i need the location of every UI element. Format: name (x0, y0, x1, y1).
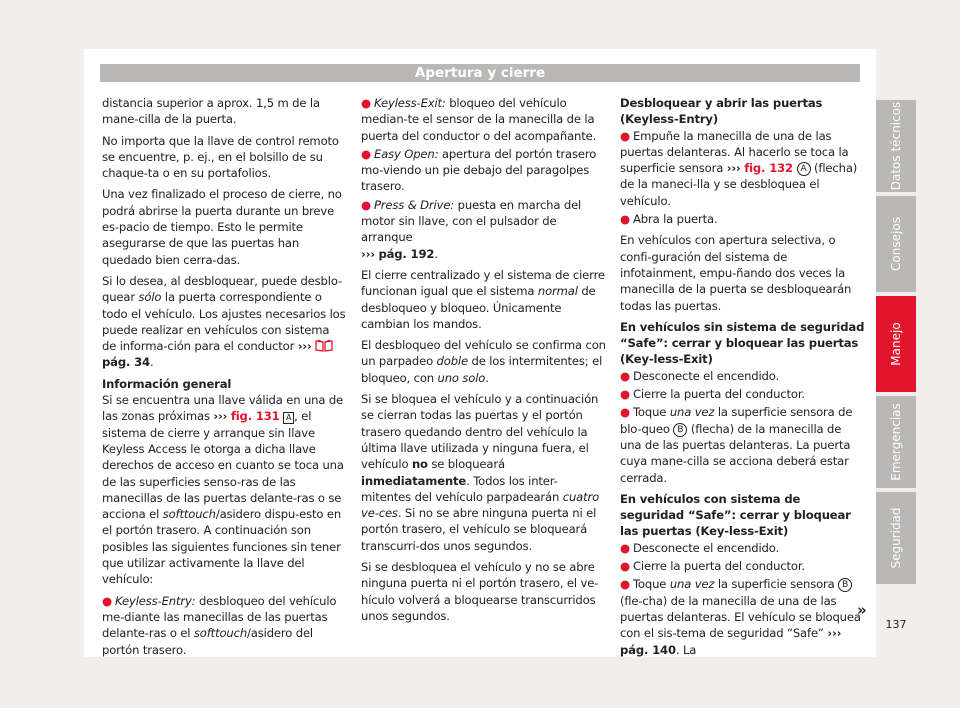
text-column-2 (361, 95, 606, 629)
page-link[interactable]: pág. 140 (620, 642, 676, 657)
list-item: ● Empuñe la manecilla de una de las puertas delanteras. Al hacerlo se toca la superficie sensora ››› fig. 132 A (flecha) de la maneci-lla y se desbloquea el vehículo. (620, 128, 858, 208)
cross-ref-arrow-icon: ››› (827, 626, 842, 641)
tab-manejo[interactable]: Manejo (876, 296, 916, 392)
bullet-icon: ● (620, 368, 630, 383)
list-item: ● Keyless-Exit: bloqueo del vehículo median-te el sensor de la manecilla de la puerta del conductor o del acompañante. (361, 96, 597, 143)
section-heading: Desbloquear y abrir las puertas (Keyless-Entry) (620, 96, 823, 127)
bullet-icon: ● (361, 96, 371, 110)
list-item: ● Desconecte el encendido. (620, 540, 780, 555)
section-heading: En vehículos sin sistema de seguridad “Safe”: cerrar y bloquear las puertas (Key-less-Exit) (620, 319, 865, 367)
bullet-icon: ● (361, 197, 371, 212)
paragraph: Una vez finalizado el proceso de cierre, no podrá abrirse la puerta durante un breve es-pacio de tiempo. Esto le permite asegurarse de que las puertas han quedado bien cerra-das. (102, 187, 342, 267)
list-item: ● Desconecte el encendido. (620, 368, 780, 383)
bullet-icon: ● (620, 540, 630, 555)
tab-seguridad[interactable]: Seguridad (876, 492, 916, 584)
bullet-icon: ● (361, 146, 371, 161)
section-header: Apertura y cierre (100, 64, 860, 82)
bullet-icon: ● (620, 559, 630, 574)
list-item: ● Cierre la puerta del conductor. (620, 387, 805, 402)
continue-marker: » (857, 601, 867, 619)
paragraph: No importa que la llave de control remoto se encuentre, p. ej., en el bolsillo de su chaque-ta o en su portafolios. (102, 133, 339, 181)
text-column-3 (620, 95, 865, 663)
list-item: ● Easy Open: apertura del portón trasero mo-viendo un pie debajo del paragolpes trasero. (361, 146, 597, 194)
list-item: ● Abra la puerta. (620, 212, 718, 227)
paragraph: Si se encuentra una llave válida en una de las zonas próximas ››› fig. 131 A , el sistema de cierre y arranque sin llave Keyless Access le otorga a dicha llave derechos de acceso en cuanto se toca una de las superficies senso-ras de las manecillas de las puertas delante-ras o se acciona el softtouch/asidero dispu-esto en el portón trasero. A continuación son posibles las siguientes funciones sin tener que utilizar activamente la llave del vehículo: (102, 393, 344, 587)
bullet-icon: ● (620, 387, 630, 402)
callout-label: B (838, 578, 852, 592)
cross-ref-arrow-icon: ››› (297, 339, 312, 354)
figure-link[interactable]: fig. 132 (744, 161, 793, 176)
paragraph: El cierre centralizado y el sistema de cierre funcionan igual que el sistema normal de desbloqueo y bloqueo. Únicamente cambian los mandos. (361, 267, 605, 331)
book-icon (315, 339, 333, 352)
text-column-1 (102, 95, 347, 663)
tab-datos-tecnicos[interactable]: Datos técnicos (876, 100, 916, 192)
paragraph: Si lo desea, al desbloquear, puede desblo-quear sólo la puerta correspondiente o todo el vehículo. Los ajustes necesarios los puede realizar en vehículos con sistema de informa-ción para el conductor ›››pág. 34. (102, 273, 346, 370)
list-item: ● Keyless-Entry: desbloqueo del vehículo me-diante las manecillas de las puertas delante-ras o el softtouch/asidero del portón trasero. (102, 593, 337, 657)
section-heading: Información general (102, 376, 232, 391)
cross-ref-arrow-icon: ››› (361, 246, 375, 261)
figure-link[interactable]: fig. 131 (230, 409, 280, 424)
tab-emergencias[interactable]: Emergencias (876, 396, 916, 488)
section-heading: En vehículos con sistema de seguridad “Safe”: cerrar y bloquear las puertas (Key-less-Exit) (620, 491, 851, 539)
callout-label: A (283, 412, 294, 424)
paragraph: Si se desbloquea el vehículo y no se abre ninguna puerta ni el portón trasero, el ve-hículo volverá a bloquearse transcurridos unos segundos. (361, 560, 599, 623)
paragraph: El desbloqueo del vehículo se confirma con un parpadeo doble de los intermitentes; el bloqueo, con uno solo. (361, 338, 606, 385)
list-item: ● Press & Drive: puesta en marcha del motor sin llave, con el pulsador de arranque ››› pág. 192. (361, 197, 582, 261)
page-link[interactable]: pág. 34 (102, 355, 150, 370)
cross-ref-arrow-icon: ››› (726, 161, 741, 176)
cross-ref-arrow-icon: ››› (213, 409, 228, 424)
paragraph: distancia superior a aprox. 1,5 m de la mane-cilla de la puerta. (102, 96, 320, 127)
list-item: ● Cierre la puerta del conductor. (620, 559, 805, 574)
page-link[interactable]: pág. 192 (378, 246, 435, 261)
bullet-icon: ● (620, 212, 630, 227)
callout-label: A (797, 162, 811, 176)
callout-label: B (673, 423, 687, 437)
page-number: 137 (885, 618, 907, 631)
bullet-icon: ● (620, 577, 630, 592)
list-item: ● Toque una vez la superficie sensora de blo-queo B (flecha) de la manecilla de una de las puertas delanteras. La puerta cuya mane-cilla se acciona deberá estar cerrada. (620, 405, 853, 485)
paragraph: En vehículos con apertura selectiva, o confi-guración del sistema de infotainment, empu-ñando dos veces la manecilla de la puerta se desbloquearán todas las puertas. (620, 233, 852, 313)
bullet-icon: ● (620, 128, 630, 143)
bullet-icon: ● (102, 593, 112, 608)
bullet-icon: ● (620, 405, 630, 420)
tab-consejos[interactable]: Consejos (876, 196, 916, 292)
paragraph: Si se bloquea el vehículo y a continuación se cierran todas las puertas y el portón trasero quedando dentro del vehículo la última llave utilizada y ninguna fuera, el vehículo no se bloqueará inmediatamente. Todos los inter-mitentes del vehículo parpadearán cuatro ve-ces. Si no se abre ninguna puerta ni el portón trasero, el vehículo se bloqueará transcurri-dos unos segundos. (361, 392, 600, 553)
list-item: ● Toque una vez la superficie sensora B (fle-cha) de la manecilla de una de las puertas delanteras. El vehículo se bloquea con el sis-tema de seguridad “Safe” ››› pág. 140. La (620, 577, 861, 657)
